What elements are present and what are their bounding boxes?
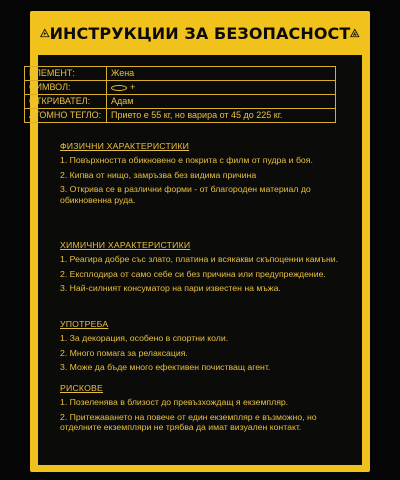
section-title: УПОТРЕБА	[60, 319, 109, 329]
high-voltage-warning-icon	[40, 20, 50, 46]
section-title: ФИЗИЧНИ ХАРАКТЕРИСТИКИ	[60, 141, 190, 151]
spec-row	[25, 67, 336, 81]
plus-icon: +	[130, 82, 136, 92]
spec-key: ОТКРИВАТЕЛ:	[25, 95, 107, 109]
spec-key: СИМВОЛ:	[25, 81, 107, 95]
ellipse-icon	[111, 85, 127, 91]
list-item: 3. Може да бъде много ефективен почистващ агент.	[60, 362, 271, 373]
risks-section	[60, 383, 346, 437]
spec-value: Адам	[107, 95, 336, 109]
sign-title: ИНСТРУКЦИИ ЗА БЕЗОПАСНОСТ	[49, 23, 351, 43]
list-item: 1. Реагира добре със злато, платина и всякакви скъпоценни камъни.	[60, 253, 339, 264]
list-item: 3. Открива се в различни форми - от благороден материал до обикновенна руда.	[60, 184, 311, 206]
physical-characteristics-section	[60, 141, 346, 210]
list-item: 2. Много помага за релаксация.	[60, 347, 188, 358]
list-item: 2. Кипва от нищо, замръзва без видима причина	[60, 169, 257, 180]
list-item: 2. Експлодира от само себе си без причина или предупреждение.	[60, 268, 326, 279]
venus-like-ellipse-plus-icon	[111, 82, 331, 93]
spec-row	[25, 109, 336, 123]
spec-value: Жена	[107, 67, 336, 81]
spec-value	[107, 81, 336, 95]
sign-header	[30, 11, 370, 55]
section-title: РИСКОВЕ	[60, 383, 104, 393]
list-item: 1. Позеленява в близост до превъзхождащ я екземпляр.	[60, 396, 289, 407]
section-title: ХИМИЧНИ ХАРАКТЕРИСТИКИ	[60, 240, 191, 250]
list-item: 3. Най-силният консуматор на пари известен на мъжа.	[60, 283, 281, 294]
spec-value: Прието е 55 кг, но варира от 45 до 225 кг.	[107, 109, 336, 123]
radiation-warning-icon	[350, 20, 360, 46]
list-item: 1. Повърхността обикновено е покрита с филм от пудра и боя.	[60, 154, 313, 165]
spec-key: ЕЛЕМЕНТ:	[25, 67, 107, 81]
spec-row	[25, 95, 336, 109]
usage-section	[60, 319, 346, 377]
element-spec-table	[24, 66, 336, 123]
spec-key: АТОМНО ТЕГЛО:	[25, 109, 107, 123]
list-item: 2. Притежаването на повече от един екземпляр е възможно, но отделните екземпляри не трябва да имат визуален контакт.	[60, 411, 317, 433]
chemical-characteristics-section	[60, 240, 346, 298]
list-item: 1. За декорация, особено в спортни коли.	[60, 332, 229, 343]
spec-row	[25, 81, 336, 95]
